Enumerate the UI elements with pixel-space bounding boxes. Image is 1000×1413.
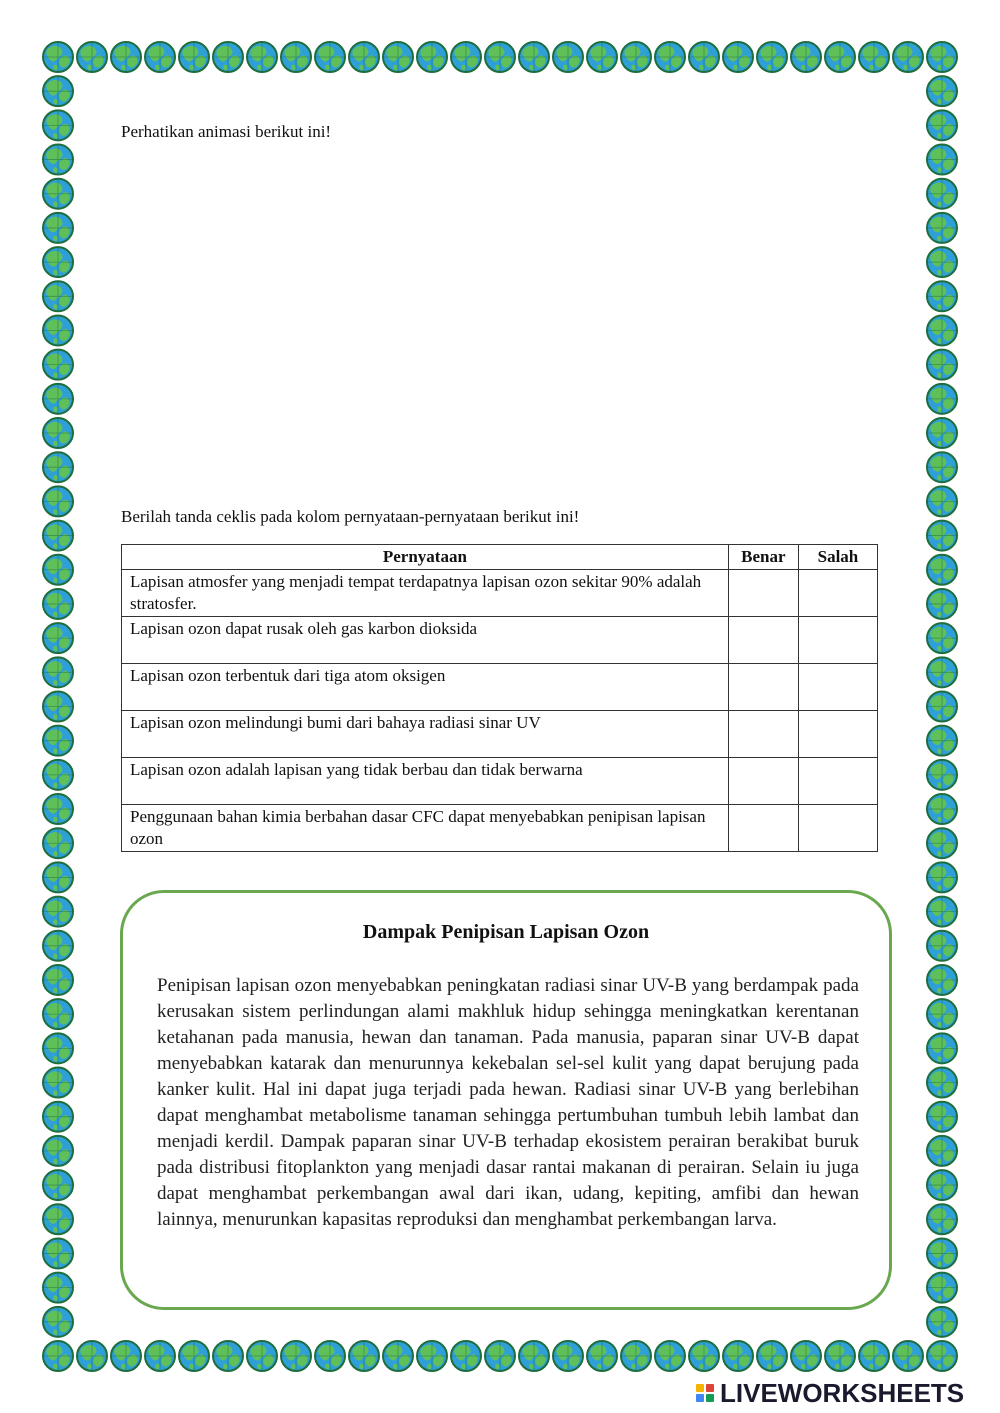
salah-checkbox-cell[interactable] [798, 664, 877, 711]
globe-icon [927, 862, 957, 892]
globe-icon [43, 1238, 73, 1268]
globe-icon [927, 1170, 957, 1200]
benar-checkbox-cell[interactable] [728, 570, 798, 617]
globe-icon [927, 589, 957, 619]
globe-icon [927, 1238, 957, 1268]
globe-icon [927, 1204, 957, 1234]
globe-icon [43, 1273, 73, 1303]
table-row [122, 664, 878, 711]
globe-icon [43, 931, 73, 961]
globe-icon [43, 862, 73, 892]
globe-icon [757, 1341, 787, 1371]
globe-icon [145, 42, 175, 72]
globe-icon [43, 384, 73, 414]
globe-icon [927, 931, 957, 961]
globe-icon [247, 1341, 277, 1371]
header-benar: Benar [728, 545, 798, 570]
logo-square [696, 1394, 704, 1402]
globe-icon [519, 42, 549, 72]
globe-icon [417, 42, 447, 72]
globe-icon [485, 42, 515, 72]
globe-icon [825, 42, 855, 72]
globe-icon [43, 897, 73, 927]
globe-icon [927, 1136, 957, 1166]
logo-square [706, 1384, 714, 1392]
globe-icon [43, 589, 73, 619]
globe-icon [383, 42, 413, 72]
globe-icon [111, 42, 141, 72]
info-box-title: Dampak Penipisan Lapisan Ozon [362, 921, 650, 943]
globe-icon [859, 42, 889, 72]
globe-icon [927, 897, 957, 927]
globe-icon [43, 1341, 73, 1371]
globe-icon [927, 657, 957, 687]
globe-icon [43, 521, 73, 551]
globe-icon [349, 42, 379, 72]
globe-icon [315, 42, 345, 72]
globe-icon [893, 1341, 923, 1371]
globe-icon [927, 760, 957, 790]
globe-icon [43, 145, 73, 175]
statement-cell: Lapisan atmosfer yang menjadi tempat terdapatnya lapisan ozon sekitar 90% adalah stratosfer. [122, 570, 729, 617]
globe-icon [927, 486, 957, 516]
globe-icon [927, 623, 957, 653]
info-box [120, 890, 892, 1310]
globe-icon [281, 42, 311, 72]
globe-icon [723, 42, 753, 72]
globe-icon [655, 42, 685, 72]
globe-icon [927, 1273, 957, 1303]
statement-table [121, 544, 878, 852]
globe-icon [859, 1341, 889, 1371]
benar-checkbox-cell[interactable] [728, 617, 798, 664]
globe-icon [43, 965, 73, 995]
globe-icon [451, 1341, 481, 1371]
globe-icon [927, 1307, 957, 1337]
globe-icon [927, 42, 957, 72]
table-row [122, 805, 878, 852]
globe-icon [383, 1341, 413, 1371]
salah-checkbox-cell[interactable] [798, 805, 877, 852]
globe-icon [43, 452, 73, 482]
globe-icon [349, 1341, 379, 1371]
globe-icon [43, 794, 73, 824]
globe-icon [451, 42, 481, 72]
globe-icon [927, 726, 957, 756]
table-header-row [122, 545, 878, 570]
statement-cell: Lapisan ozon terbentuk dari tiga atom oksigen [122, 664, 729, 711]
globe-icon [179, 1341, 209, 1371]
globe-icon [553, 42, 583, 72]
globe-icon [927, 692, 957, 722]
globe-icon [927, 1102, 957, 1132]
benar-checkbox-cell[interactable] [728, 711, 798, 758]
instruction-text: Berilah tanda ceklis pada kolom pernyataan-pernyataan berikut ini! [121, 507, 580, 526]
header-salah: Salah [798, 545, 877, 570]
globe-icon [689, 1341, 719, 1371]
globe-icon [315, 1341, 345, 1371]
globe-icon [927, 1341, 957, 1371]
statement-cell: Lapisan ozon adalah lapisan yang tidak berbau dan tidak berwarna [122, 758, 729, 805]
globe-icon [485, 1341, 515, 1371]
globe-icon [43, 179, 73, 209]
globe-icon [927, 418, 957, 448]
globe-icon [43, 760, 73, 790]
globe-icon [43, 1033, 73, 1063]
globe-icon [927, 965, 957, 995]
globe-icon [927, 213, 957, 243]
globe-icon [927, 1033, 957, 1063]
table-row [122, 570, 878, 617]
globe-icon [43, 247, 73, 277]
globe-icon [43, 42, 73, 72]
globe-icon [893, 42, 923, 72]
benar-checkbox-cell[interactable] [728, 758, 798, 805]
globe-icon [927, 350, 957, 380]
globe-icon [417, 1341, 447, 1371]
globe-icon [281, 1341, 311, 1371]
globe-icon [553, 1341, 583, 1371]
table-row [122, 711, 878, 758]
globe-icon [927, 794, 957, 824]
globe-icon [927, 828, 957, 858]
globe-icon [43, 657, 73, 687]
liveworksheets-logo [696, 1376, 996, 1410]
globe-icon [723, 1341, 753, 1371]
intro-text: Perhatikan animasi berikut ini! [121, 122, 332, 141]
globe-icon [927, 555, 957, 585]
globe-icon [825, 1341, 855, 1371]
globe-icon [519, 1341, 549, 1371]
globe-icon [587, 42, 617, 72]
globe-icon [213, 1341, 243, 1371]
globe-icon [43, 1102, 73, 1132]
globe-icon [791, 1341, 821, 1371]
globe-icon [43, 315, 73, 345]
globe-icon [43, 1204, 73, 1234]
globe-icon [43, 726, 73, 756]
globe-icon [621, 1341, 651, 1371]
globe-icon [43, 999, 73, 1029]
globe-icon [247, 42, 277, 72]
benar-checkbox-cell[interactable] [728, 664, 798, 711]
logo-square [696, 1384, 704, 1392]
globe-icon [927, 1068, 957, 1098]
globe-icon [77, 42, 107, 72]
salah-checkbox-cell[interactable] [798, 617, 877, 664]
globe-icon [43, 418, 73, 448]
globe-icon [927, 76, 957, 106]
globe-icon [43, 110, 73, 140]
globe-icon [43, 1307, 73, 1337]
globe-icon [77, 1341, 107, 1371]
globe-icon [43, 692, 73, 722]
statement-cell: Penggunaan bahan kimia berbahan dasar CFC dapat menyebabkan penipisan lapisan ozon [122, 805, 729, 852]
globe-icon [43, 350, 73, 380]
benar-checkbox-cell[interactable] [728, 805, 798, 852]
globe-icon [43, 1068, 73, 1098]
globe-icon [43, 555, 73, 585]
globe-icon [111, 1341, 141, 1371]
logo-square [706, 1394, 714, 1402]
salah-checkbox-cell[interactable] [798, 570, 877, 617]
globe-icon [621, 42, 651, 72]
table-row [122, 617, 878, 664]
globe-icon [927, 281, 957, 311]
globe-icon [43, 213, 73, 243]
statement-cell: Lapisan ozon dapat rusak oleh gas karbon dioksida [122, 617, 729, 664]
globe-icon [213, 42, 243, 72]
logo-text: LIVEWORKSHEETS [720, 1377, 965, 1408]
globe-icon [43, 76, 73, 106]
globe-icon [927, 145, 957, 175]
globe-icon [689, 42, 719, 72]
globe-icon [587, 1341, 617, 1371]
globe-icon [927, 521, 957, 551]
globe-icon [145, 1341, 175, 1371]
statement-cell: Lapisan ozon melindungi bumi dari bahaya radiasi sinar UV [122, 711, 729, 758]
globe-icon [43, 281, 73, 311]
globe-icon [43, 623, 73, 653]
globe-icon [655, 1341, 685, 1371]
table-row [122, 758, 878, 805]
logo-mark-icon [696, 1384, 714, 1402]
globe-icon [927, 247, 957, 277]
globe-icon [927, 999, 957, 1029]
globe-icon [791, 42, 821, 72]
globe-icon [43, 486, 73, 516]
globe-icon [757, 42, 787, 72]
globe-icon [927, 452, 957, 482]
globe-icon [927, 179, 957, 209]
salah-checkbox-cell[interactable] [798, 758, 877, 805]
header-pernyataan: Pernyataan [122, 545, 729, 570]
info-box-body: Penipisan lapisan ozon menyebabkan peningkatan radiasi sinar UV-B yang berdampak pada kerusakan sistem perlindungan alami makhluk hidup sehingga meningkatkan kerentanan ketahanan pada manusia, hewan dan tanaman. Pada manusia, paparan sinar UV-B dapat menyebabkan katarak dan menurunnya kekebalan sel-sel kulit yang dapat berujung pada kanker kulit. Hal ini dapat juga terjadi pada hewan. Radiasi sinar UV-B yang berlebihan dapat menghambat metabolisme tanaman sehingga pertumbuhan tumbuh lebih lambat dan menjadi kerdil. Dampak paparan sinar UV-B terhadap ekosistem perairan berakibat buruk pada distribusi fitoplankton yang menjadi dasar rantai makanan di perairan. Selain iu juga dapat menghambat perkembangan awal dari ikan, udang, kepiting, amfibi dan hewan lainnya, menurunkan kapasitas reproduksi dan menghambat perkembangan larva. [157, 975, 859, 1230]
globe-icon [43, 1170, 73, 1200]
globe-icon [43, 1136, 73, 1166]
globe-icon [179, 42, 209, 72]
salah-checkbox-cell[interactable] [798, 711, 877, 758]
globe-icon [43, 828, 73, 858]
globe-icon [927, 315, 957, 345]
globe-icon [927, 110, 957, 140]
globe-icon [927, 384, 957, 414]
